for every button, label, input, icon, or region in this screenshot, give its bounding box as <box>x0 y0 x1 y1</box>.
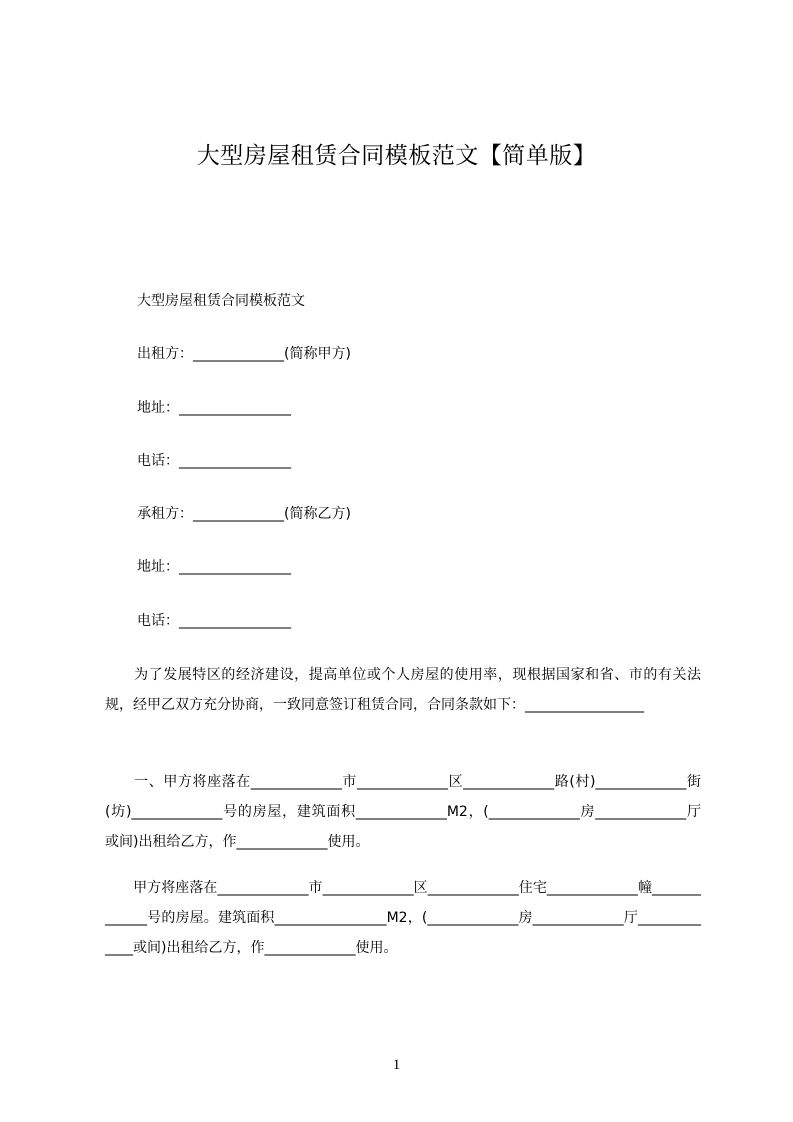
intro-paragraph-text: 为了发展特区的经济建设，提高单位或个人房屋的使用率，现根据国家和省、市的有关法规，经甲乙双方充分协商，一致同意签订租赁合同，合同条款如下：_________________ <box>105 667 701 713</box>
clause-one <box>105 767 701 857</box>
intro-paragraph <box>105 660 701 720</box>
lessee-phone: 电话：________________ <box>137 613 291 629</box>
clause-one-text: 一、甲方将座落在_____________市_____________区_____________路(村)_____________街(坊)_____________号的房屋，建筑面积_____________M2，(_____________房_____________厅或间)出租给乙方，作_____________使用。 <box>105 774 701 850</box>
page-number: 1 <box>392 1057 401 1073</box>
contract-subtitle: 大型房屋租赁合同模板范文 <box>137 293 305 309</box>
lessee-line: 承租方：_____________(简称乙方) <box>137 506 351 522</box>
lessor-line: 出租方：_____________(简称甲方) <box>137 346 351 362</box>
document-title: 大型房屋租赁合同模板范文【简单版】 <box>196 143 597 169</box>
clause-one-alternative <box>105 873 701 963</box>
clause-one-alternative-text: 甲方将座落在_____________市_____________区_____________住宅_____________幢_____________号的房屋。建筑面积________________M2，(_____________房_____________厅_____________或间)出租给乙方，作_____________使用。 <box>105 880 701 956</box>
lessor-phone: 电话：________________ <box>137 453 291 469</box>
lessor-address: 地址：________________ <box>137 400 291 416</box>
lessee-address: 地址：________________ <box>137 559 291 575</box>
